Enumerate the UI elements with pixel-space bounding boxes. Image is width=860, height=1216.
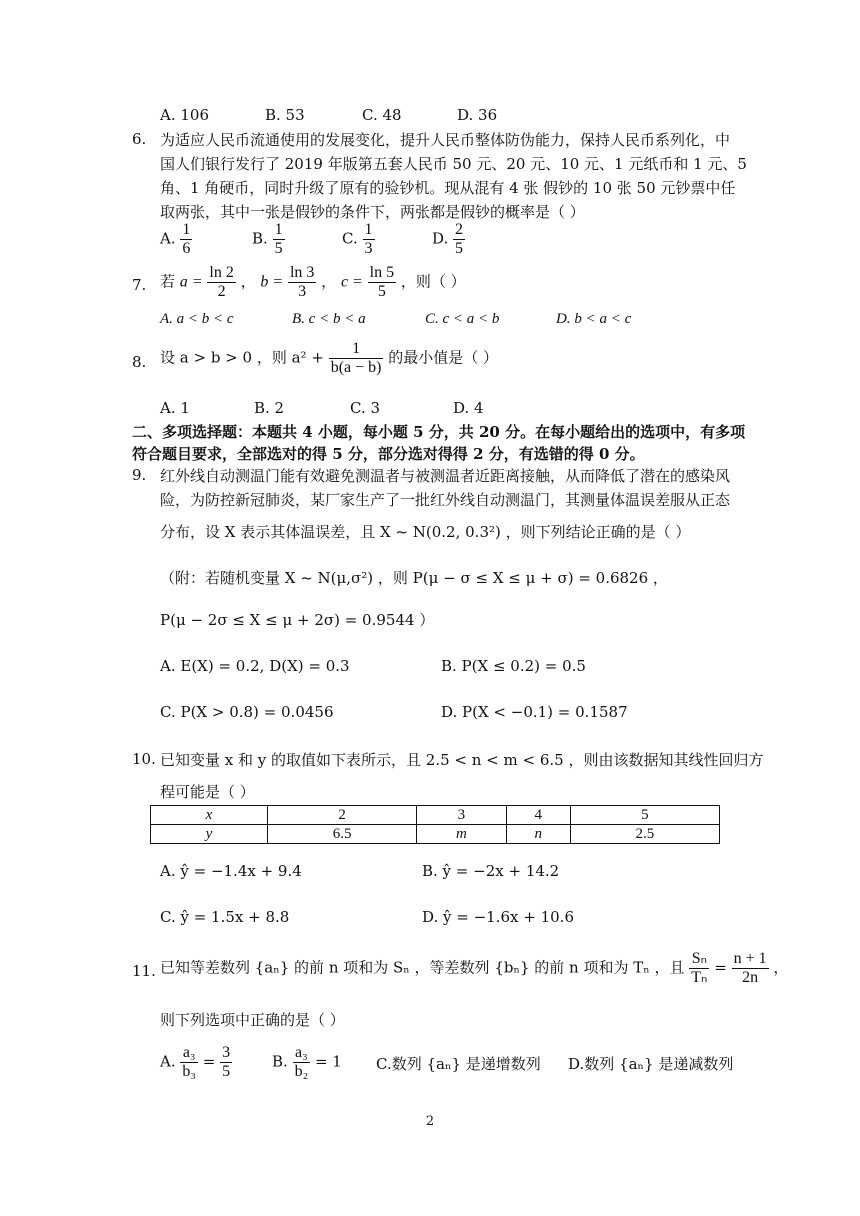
section-2-heading-line-2: 符合题目要求，全部选对的得 5 分，部分选对得得 2 分，有选错的得 0 分。 (132, 445, 645, 463)
q8-number: 8. (132, 353, 147, 371)
data-table (150, 805, 720, 844)
q7-stem: 若 a = $\frac{\ln 2}{2}$ ， b = $\frac{\ln 3}{3}$ ， c = $\frac{\ln 5}{5}$ ，则（ ） (160, 264, 466, 300)
q10-option-d: D. ŷ = −1.6x + 10.6 (422, 908, 574, 926)
q9-option-a: A. E(X) = 0.2, D(X) = 0.3 (160, 657, 350, 675)
q8-stem: 设 a > b > 0 ，则 a² + $\frac{1}{b(a - b)}$ 的最小值是（ ） (160, 340, 499, 376)
fraction: $\frac{3}{5}$ (222, 1044, 231, 1080)
q6-number: 6. (132, 130, 147, 148)
q8-option-b: B. 2 (254, 399, 285, 417)
q11-option-a: A. $\frac{\text{a₃}}{\text{b₃}}$ = $\frac{3}{5}$ (160, 1044, 231, 1080)
q7-number: 7. (132, 276, 147, 294)
fraction: $\frac{2}{5}$ (455, 221, 464, 257)
q6-option-d: D. $\frac{2}{5}$ (432, 221, 464, 257)
table-cell: 3 (417, 806, 506, 825)
q7-option-d: D. b < a < c (556, 311, 632, 327)
q5-option-d: D. 36 (457, 106, 498, 124)
table-cell: 4 (506, 806, 570, 825)
table-cell: 2.5 (570, 825, 719, 844)
q10-line-2: 程可能是（ ） (160, 783, 255, 801)
q10-option-b: B. ŷ = −2x + 14.2 (422, 862, 560, 880)
fraction: $\frac{n + 1}{2n}$ (733, 950, 767, 986)
q10-number: 10. (132, 750, 156, 768)
q9-note-2: P(μ − 2σ ≤ X ≤ μ + 2σ) = 0.9544 ） (160, 611, 435, 629)
q6-line-3: 角、1 角硬币，同时升级了原有的验钞机。现从混有 4 张 假钞的 10 张 50 元钞票中任 (160, 179, 736, 197)
q9-option-d: D. P(X < −0.1) = 0.1587 (441, 703, 628, 721)
q9-line-2: 险，为防控新冠肺炎，某厂家生产了一批红外线自动测温门，其测量体温误差服从正态 (160, 491, 731, 509)
q6-line-1: 为适应人民币流通使用的发展变化，提升人民币整体防伪能力，保持人民币系列化，中 (160, 131, 731, 149)
q9-option-c: C. P(X > 0.8) = 0.0456 (160, 703, 334, 721)
q9-note-1: （附：若随机变量 X ~ N(μ,σ²) ，则 P(μ − σ ≤ X ≤ μ + σ) = 0.6826 ， (160, 569, 668, 587)
table-row (151, 825, 720, 844)
q11-line-2: 则下列选项中正确的是（ ） (160, 1011, 345, 1029)
q7-option-a: A. a < b < c (160, 311, 234, 327)
q10-line-1: 已知变量 x 和 y 的取值如下表所示，且 2.5 < n < m < 6.5 ，则由该数据知其线性回归方 (160, 751, 764, 769)
q11-option-b: B. $\frac{\text{a₃}}{\text{b₂}}$ = 1 (272, 1044, 342, 1080)
fraction: $\frac{1}{5}$ (274, 221, 283, 257)
q8-option-c: C. 3 (350, 399, 381, 417)
q9-line-1: 红外线自动测温门能有效避免测温者与被测温者近距离接触，从而降低了潜在的感染风 (160, 467, 731, 485)
table-cell: 2 (268, 806, 417, 825)
q6-option-b: B. $\frac{1}{5}$ (252, 221, 283, 257)
q6-option-c: C. $\frac{1}{3}$ (342, 221, 373, 257)
table-cell: 5 (570, 806, 719, 825)
section-2-heading-line-1: 二、多项选择题：本题共 4 小题，每小题 5 分，共 20 分。在每小题给出的选项中，有多项 (132, 423, 746, 441)
fraction: $\frac{\ln 5}{5}$ (369, 264, 395, 300)
q10-option-c: C. ŷ = 1.5x + 8.8 (160, 908, 290, 926)
q7-option-c: C. c < a < b (425, 311, 500, 327)
table-row (151, 806, 720, 825)
table-cell: x (151, 806, 268, 825)
q6-line-2: 国人们银行发行了 2019 年版第五套人民币 50 元、20 元、10 元、1 元纸币和 1 元、5 (160, 155, 747, 173)
q8-option-d: D. 4 (453, 399, 484, 417)
q5-option-b: B. 53 (265, 106, 305, 124)
fraction: $\frac{1}{6}$ (182, 221, 191, 257)
fraction: $\frac{\ln 3}{3}$ (289, 264, 315, 300)
table-cell: n (506, 825, 570, 844)
q10-option-a: A. ŷ = −1.4x + 9.4 (160, 862, 302, 880)
q11-stem: 已知等差数列 {aₙ} 的前 n 项和为 Sₙ ，等差数列 {bₙ} 的前 n 项和为 Tₙ ，且 $\frac{\text{Sₙ}}{\text{Tₙ}}$ = $\frac{n + 1}{2n}$ ， (160, 950, 789, 986)
fraction: $\frac{\text{Sₙ}}{\text{Tₙ}}$ (691, 950, 708, 986)
q11-number: 11. (132, 962, 156, 980)
fraction: $\frac{\text{a₃}}{\text{b₃}}$ (182, 1044, 196, 1080)
fraction: $\frac{1}{3}$ (364, 221, 373, 257)
q7-option-b: B. c < b < a (292, 311, 366, 327)
q5-option-c: C. 48 (362, 106, 402, 124)
table-cell: 6.5 (268, 825, 417, 844)
q11-option-d: D.数列 {aₙ} 是递减数列 (568, 1055, 734, 1073)
q9-number: 9. (132, 466, 147, 484)
table-cell: y (151, 825, 268, 844)
fraction: $\frac{\ln 2}{2}$ (209, 264, 234, 300)
q8-option-a: A. 1 (160, 399, 190, 417)
fraction: $\frac{1}{b(a - b)}$ (330, 340, 382, 376)
q6-line-4: 取两张，其中一张是假钞的条件下，两张都是假钞的概率是（ ） (160, 203, 585, 221)
table-cell: m (417, 825, 506, 844)
q9-line-3: 分布，设 X 表示其体温误差，且 X ~ N(0.2, 0.3²) ，则下列结论正确的是（ ） (160, 523, 691, 541)
q5-option-a: A. 106 (160, 106, 209, 124)
page-number: 2 (425, 1114, 435, 1129)
q6-option-a: A. $\frac{1}{6}$ (160, 221, 191, 257)
q9-option-b: B. P(X ≤ 0.2) = 0.5 (441, 657, 586, 675)
fraction: $\frac{\text{a₃}}{\text{b₂}}$ (294, 1044, 309, 1080)
q11-option-c: C.数列 {aₙ} 是递增数列 (376, 1055, 541, 1073)
